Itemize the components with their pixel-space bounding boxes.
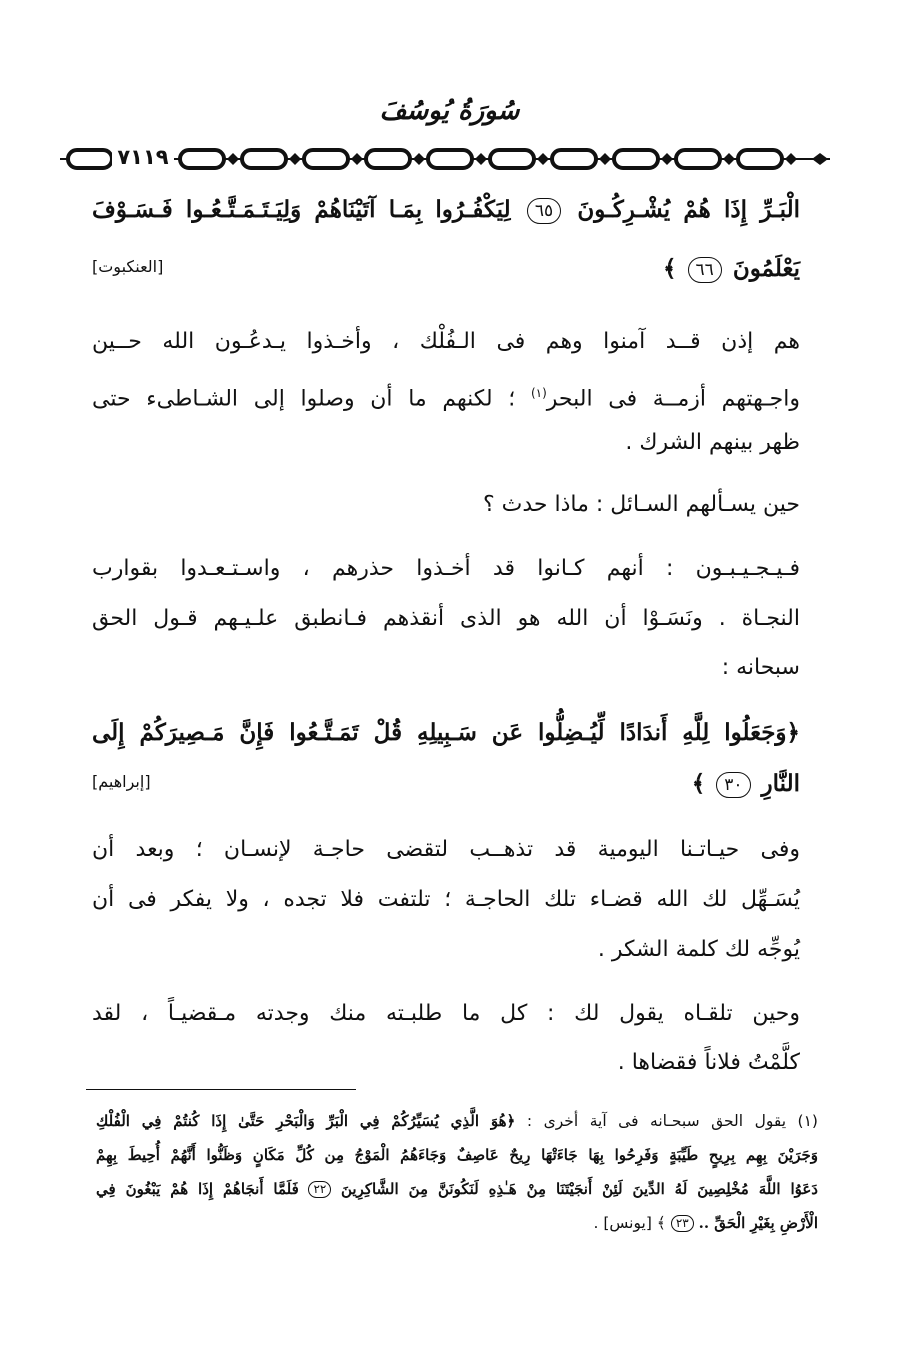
footnote-verse-c: دَعَوُا اللَّهَ مُخْلِصِينَ لَهُ الدِّينَ لَئِنْ أَنجَيْتَنَا مِنْ هَـٰذِهِ لَنَكُونَنَّ مِنَ الشَّاكِرِينَ [340,1180,818,1198]
footnote-verse-a: ﴿هُوَ الَّذِي يُسَيِّرُكُمْ فِي الْبَرِّ وَالْبَحْرِ حَتَّىٰ إِذَا كُنتُمْ فِي الْفُلْكِ [96,1112,516,1130]
footnote-line2: وَجَرَيْنَ بِهِم بِرِيحٍ طَيِّبَةٍ وَفَرِحُوا بِهَا جَاءَتْهَا رِيحٌ عَاصِفٌ وَجَاءَهُمُ الْمَوْجُ مِن كُلِّ مَكَانٍ وَظَنُّوا أَنَّهُمْ أُحِيطَ بِهِمْ [96,1146,818,1164]
verse1-closing-bracket: ﴾ [663,255,677,282]
surah-title: سُورَةُ يُوسُفَ [379,96,520,126]
para4-line1: وفى حيـاتـنا اليومية قد تذهــب لتقضى حاجـة لإنسـان ؛ وبعد أن [92,837,800,862]
para4-line3: يُوجِّه لك كلمة الشكر . [597,937,800,962]
para1-line2 [92,373,800,419]
verse1-text-b: لِيَكْفُـرُوا بِمَـا آتَيْنَاهُمْ وَلِيَـتَـمَـتَّـعُـوا فَـسَـوْفَ [92,196,511,223]
footnote-line1 [96,1106,818,1136]
verse1-line2 [92,249,800,289]
verse2-source: [إبراهيم] [92,772,151,791]
verse1-text-c: يَعْلَمُونَ [732,255,800,282]
footnote-verse-d: فَلَمَّا أَنجَاهُمْ إِذَا هُمْ يَبْغُونَ فِي [96,1180,299,1198]
ayah-number-66: ٦٦ [688,257,722,283]
verse1-source: [العنكبوت] [92,257,164,276]
footnote-label: (١) يقول الحق سبحـانه فى آية أخرى : [515,1112,818,1130]
footnote-ref-1: (١) [530,386,547,400]
verse1-text-a: الْبَـرِّ إِذَا هُمْ يُشْـرِكُـونَ [577,196,800,223]
header-ornament-border [60,140,830,178]
para1-line1: هم إذن قــد آمنوا وهم فى الـفُلْك ، وأخـذوا يـدعُـون الله حــين [92,329,800,354]
para1-line2-text-b: ؛ لكنهم ما أن وصلوا إلى الشـاطىء حتى [92,386,531,412]
footnote-separator [86,1089,356,1090]
footnote-ayah-23: ٢٣ [671,1215,694,1232]
para2-line1: حين يسـألهم السـائل : ماذا حدث ؟ [482,492,800,517]
para3-line3: سبحانه : [721,655,800,680]
para3-line1: فـيـجـيـبـون : أنهم كـانوا قد أخـذوا حذرهم ، واسـتـعـدوا بقوارب [92,556,800,581]
footnote-source: ﴾ [يونس] . [593,1214,666,1232]
ayah-number-30: ٣٠ [716,772,750,798]
para4-line2: يُسَـهِّل لك الله قضـاء تلك الحاجـة ؛ تلتفت فلا تجده ، ولا يفكر فى أن [92,887,800,912]
para5-line2: كلَّمْتُ فلاناً فقضاها . [617,1050,800,1075]
verse1-line1 [92,190,800,230]
para1-line3: ظهر بينهم الشرك . [625,430,800,455]
verse2-text-b: النَّارِ [761,770,800,797]
ayah-number-65: ٦٥ [527,198,561,224]
verse2-line1: ﴿وَجَعَلُوا لِلَّهِ أَندَادًا لِّيُـضِلُّوا عَن سَـبِيلِهِ قُلْ تَمَـتَّـعُوا فَإِنَّ مَـصِيرَكُمْ إِلَى [92,719,800,746]
page-number: ٧١١٩ [112,143,174,171]
footnote-line4 [96,1208,818,1238]
footnote-verse-e: الْأَرْضِ بِغَيْرِ الْحَقِّ .. [698,1214,818,1232]
footnote-line3 [96,1174,818,1204]
verse2-line2 [92,764,800,804]
para1-line2-text: واجـهتهم أزمــة فى البحر [546,386,800,412]
verse2-closing-bracket: ﴾ [691,770,706,797]
para3-line2: النجـاة . ونَسَـوْا أن الله هو الذى أنقذهم فـانطبق علـيـهم قـول الحق [92,606,800,631]
para5-line1: وحين تلقـاه يقول لك : كل ما طلبـته منك وجدته مـقضيـاً ، لقد [92,1001,800,1026]
footnote-ayah-22: ٢٢ [308,1181,331,1198]
